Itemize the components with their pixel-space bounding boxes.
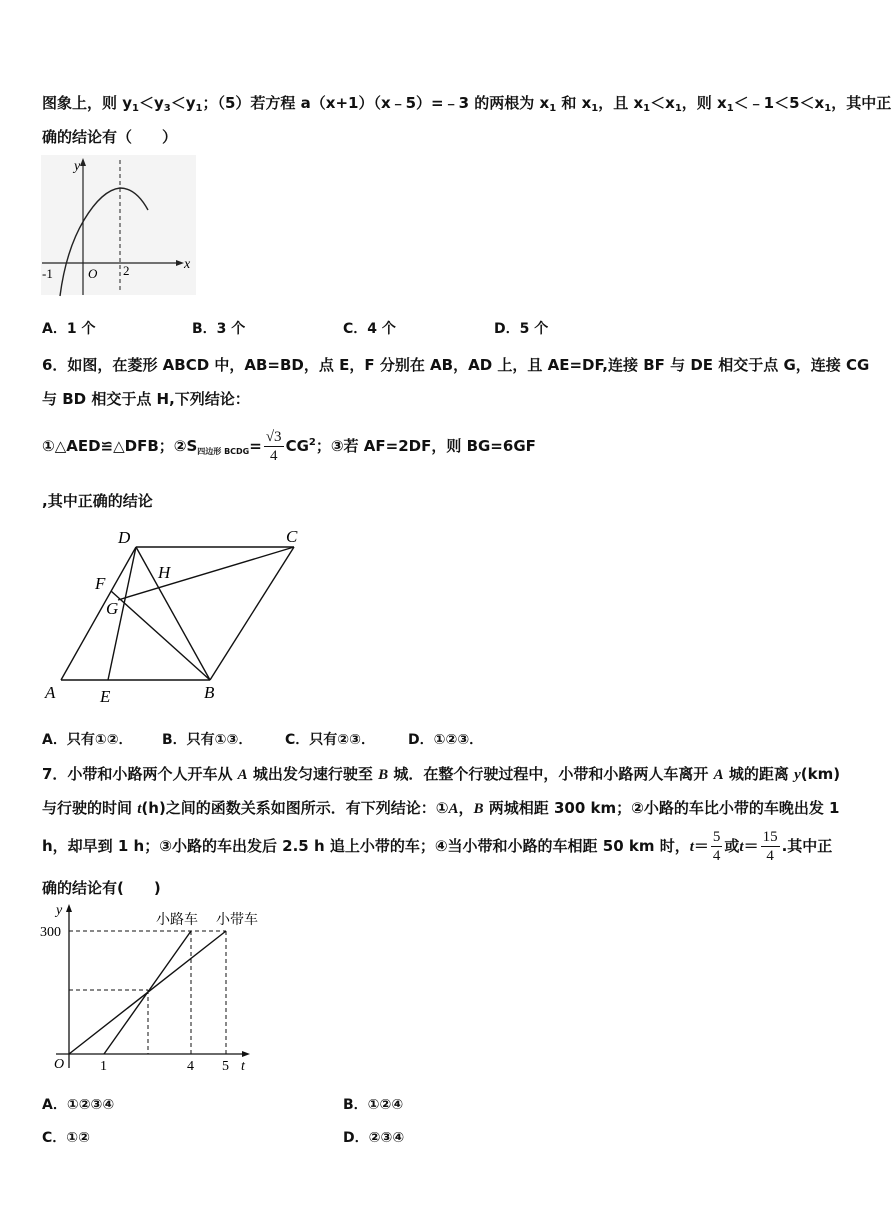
label-E: E [100,687,111,706]
label-G: G [106,599,119,618]
q5-option-c[interactable]: C．4 个 [343,321,396,337]
q5-parabola-figure [36,150,201,300]
tick-1: 1 [100,1059,107,1074]
seg-BF [111,591,210,680]
q6-option-d[interactable]: D．①②③． [408,732,484,748]
tick-5: 5 [222,1059,229,1074]
q7-option-d[interactable]: D．②③④ [343,1130,405,1146]
edge-BC [210,547,294,680]
tick-300: 300 [40,925,61,940]
t-label: t [241,1059,245,1074]
q6-text-line4: ,其中正确的结论 [42,492,153,510]
q7-text-line2: 与行驶的时间 t(h)之间的函数关系如图所示．有下列结论：①A，B 两城相距 300 km；②小路的车比小带的车晚出发 1 [42,799,840,817]
q6-option-c[interactable]: C．只有②③． [285,732,375,748]
label-B: B [204,683,215,702]
label-A: A [45,683,56,702]
tick-neg1: -1 [42,266,53,281]
q5-text-line1: 图象上，则 $y_1<y_3<y_1$；（5）若方程 a（x+1）（x﹣5）=﹣3 的两根为 $x_1$ 和 $x_1$，且 $x_1<x_1$，则 $x_1<﹣1<5<x_1$，其中正 [42,94,891,114]
q5-option-d[interactable]: D．5 个 [494,321,549,337]
q7-text-line4: 确的结论有( ) [42,879,161,897]
t-axis-arrow [242,1051,250,1057]
q7-text-line3: h，却早到 1 h；③小路的车出发后 2.5 h 追上小带的车；④当小带和小路的车相距 50 km 时，t＝ $\frac{5}{4}$ 或t＝ $\frac{15}{4}$ .其中正 [42,829,833,864]
q7-text-line1: 7．小带和小路两个人开车从 A 城出发匀速行驶至 B 城．在整个行驶过程中，小带和小路两人车离开 A 城的距离 y(km) [42,765,841,783]
q6-option-a[interactable]: A．只有①②． [42,732,133,748]
q5-option-a[interactable]: A．1 个 [42,321,96,337]
q7-distance-time-graph [36,900,276,1080]
xiaolu-label: 小路车 [156,913,198,928]
q7-option-b[interactable]: B．①②④ [343,1097,404,1113]
label-H: H [158,563,171,582]
label-F: F [95,574,106,593]
tick-4: 4 [187,1059,194,1074]
q7-option-c[interactable]: C．①② [42,1130,90,1146]
edge-DA [61,547,136,680]
label-C: C [286,527,298,546]
label-D: D [118,528,131,547]
y-axis-arrow [66,904,72,912]
y-label: y [56,903,63,918]
origin-label: O [88,266,98,281]
q6-text-line2: 与 BD 相交于点 H,下列结论： [42,390,250,408]
tick-2: 2 [123,263,130,278]
seg-CG [118,547,294,600]
q6-fraction: $\frac{√3}{4}$ [265,429,282,464]
diag-BD [136,547,210,680]
xiaodai-label: 小带车 [216,913,258,928]
q5-option-b[interactable]: B．3 个 [192,321,246,337]
q6-formula-line: ①△AED≌△DFB；$②S_{四边形 BCDG}=$ $\frac{√3}{4}$ $CG^2$；③若 AF=2DF，则 BG=6GF [42,429,536,464]
q6-text-line1: 6．如图，在菱形 ABCD 中，AB=BD，点 E，F 分别在 AB，AD 上，且 AE=DF,连接 BF 与 DE 相交于点 G，连接 CG [42,356,870,374]
q6-rhombus-figure [36,520,316,708]
y-label: y [74,159,81,174]
origin-label: O [54,1057,65,1072]
q7-option-a[interactable]: A．①②③④ [42,1097,115,1113]
x-label: x [184,257,191,272]
q6-option-b[interactable]: B．只有①③． [162,732,253,748]
q5-text-line2: 确的结论有（ ） [42,128,178,146]
